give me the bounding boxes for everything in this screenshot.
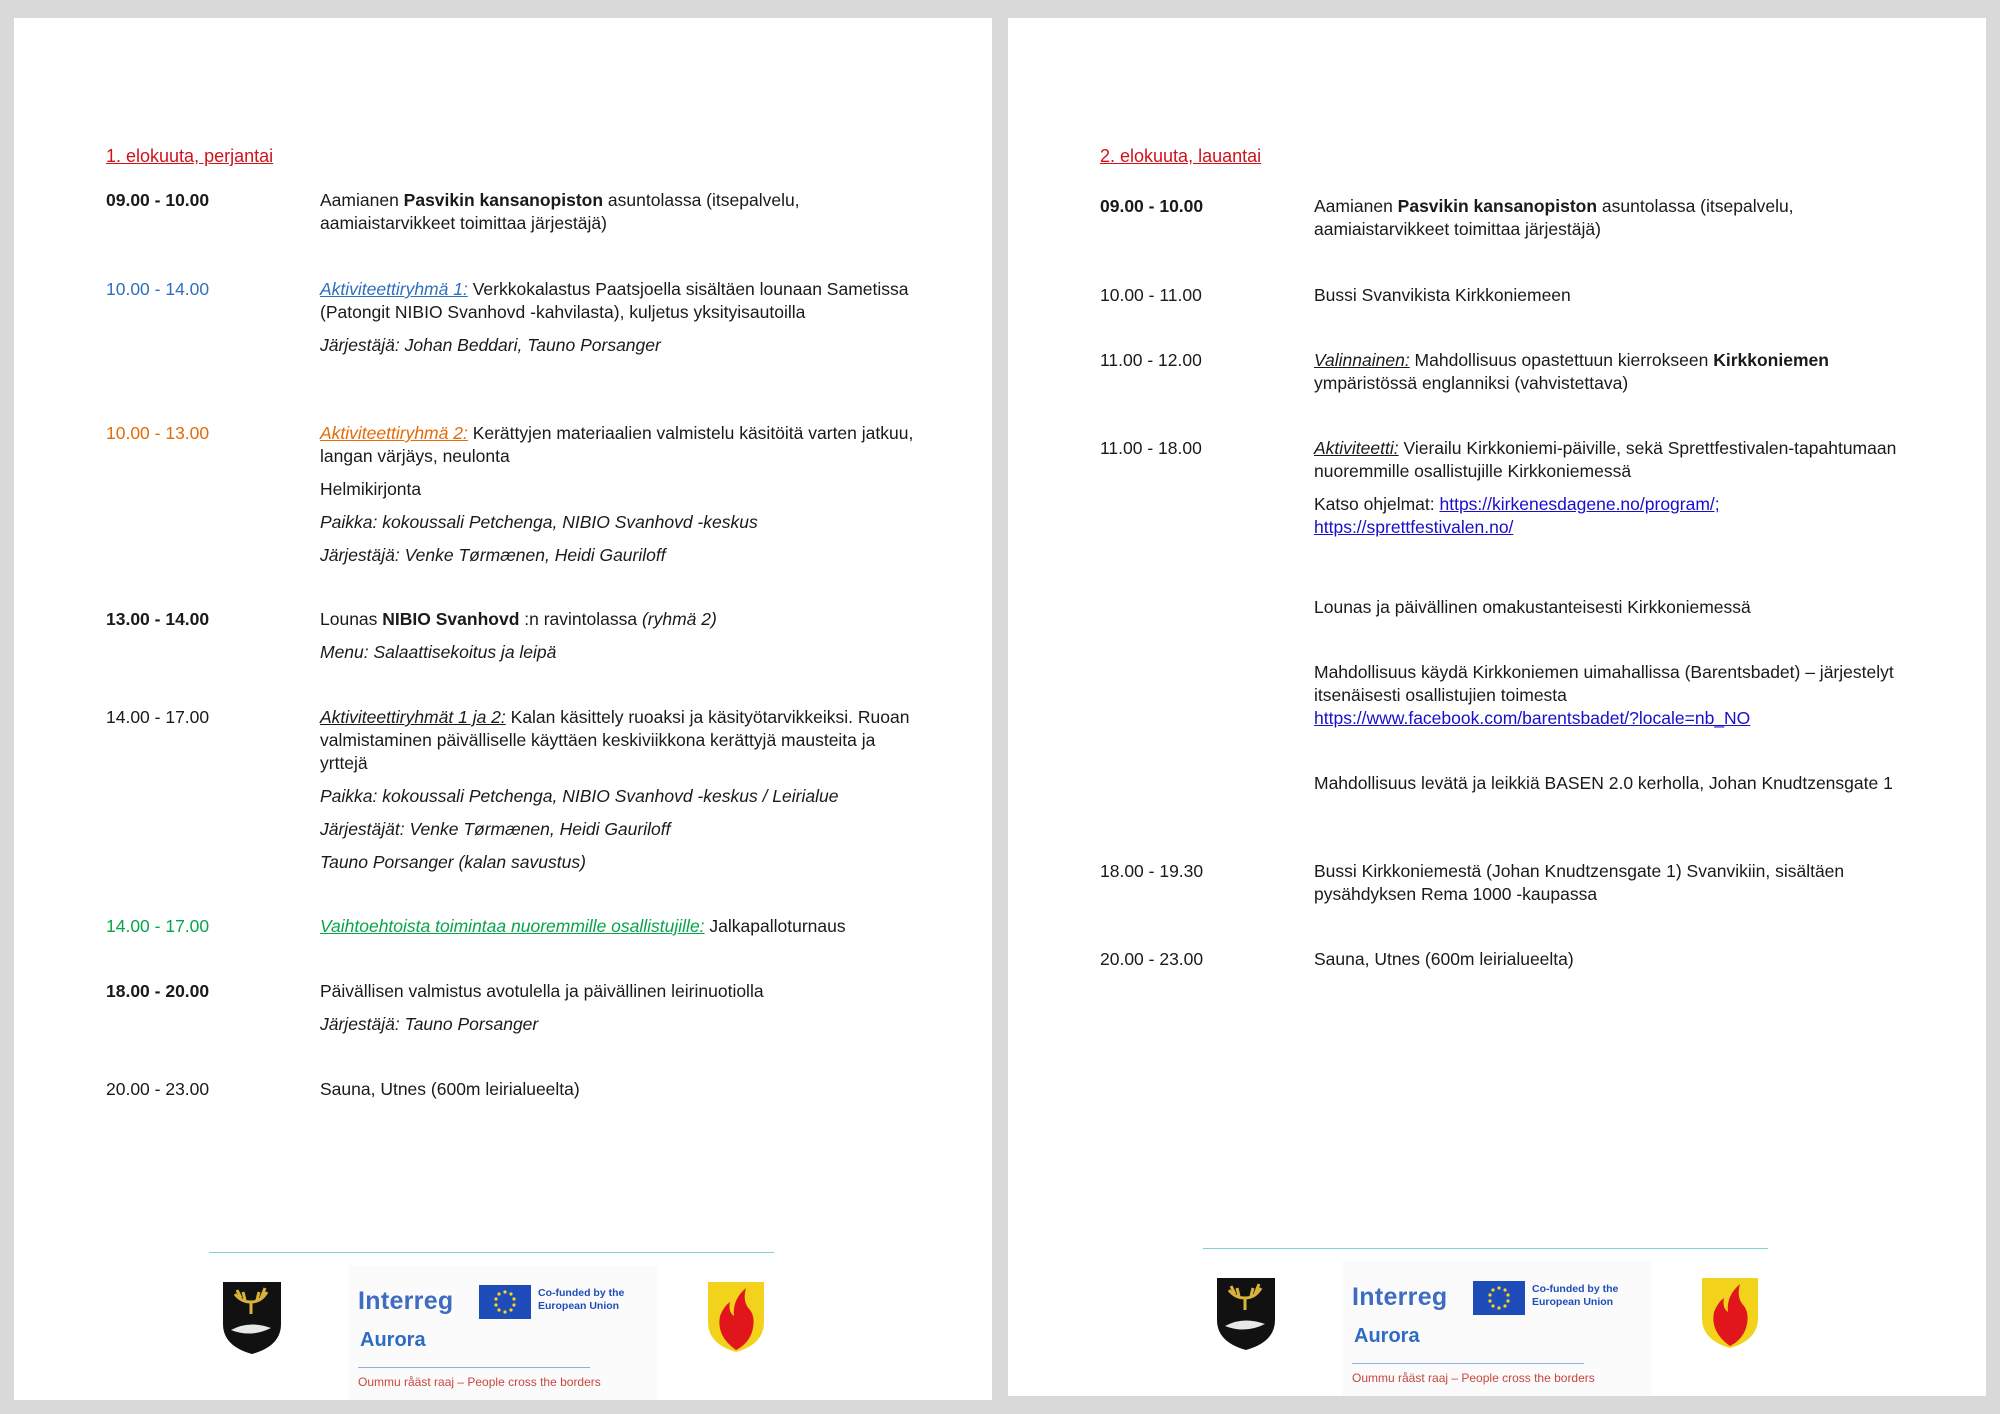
menu-text: Menu: Salaattisekoitus ja leipä [320, 642, 557, 662]
interreg-wordmark: Interreg [358, 1287, 454, 1315]
aurora-wordmark: Aurora [360, 1329, 426, 1351]
reindeer-crest-icon [1215, 1276, 1277, 1357]
eu-flag-icon [1473, 1281, 1525, 1315]
entry-description [1314, 349, 1914, 405]
organizer-text: Järjestäjä: Johan Beddari, Tauno Porsanger [320, 335, 661, 355]
entry-description [1314, 860, 1914, 916]
aurora-wordmark: Aurora [1354, 1325, 1420, 1347]
entry-time: 14.00 - 17.00 [106, 916, 210, 936]
entry-time: 09.00 - 10.00 [1100, 196, 1204, 216]
interreg-aurora-logo [348, 1265, 658, 1400]
desc-bold: NIBIO Svanhovd [382, 609, 520, 629]
desc-text: Kalan käsittely ruoaksi ja käsityötarvikkeiksi. Ruoan valmistaminen päivälliselle käyttäen keskiviikkona kerättyjä mausteita ja yrttejä [320, 707, 910, 773]
cofunded-text: Co-funded by the European Union [538, 1287, 625, 1312]
desc-text: Aamianen [1314, 196, 1398, 216]
entry-description [320, 189, 920, 245]
activity-label: Aktiviteettiryhmä 1: [320, 279, 468, 299]
interreg-aurora-logo [1342, 1261, 1652, 1396]
entry-time: 11.00 - 18.00 [1100, 438, 1202, 458]
logo-divider [358, 1367, 590, 1368]
desc-bold: Pasvikin kansanopiston [403, 190, 604, 210]
desc-text: Kerättyjen materiaalien valmistelu käsitöitä varten jatkuu, langan värjäys, neulonta [320, 423, 914, 466]
left-page [14, 18, 992, 1400]
entry-time: 20.00 - 23.00 [1100, 949, 1204, 969]
programs-label: Katso ohjelmat: [1314, 494, 1440, 514]
place-text: Paikka: kokoussali Petchenga, NIBIO Svanhovd -keskus / Leirialue [320, 786, 839, 806]
entry-description [320, 706, 920, 884]
desc-text: asuntolassa (itsepalvelu, aamiaistarvikkeet toimittaa järjestäjä) [1314, 196, 1794, 239]
flame-crest-icon [1700, 1276, 1760, 1355]
desc-text: Vierailu Kirkkoniemi-päiville, sekä Sprettfestivalen-tapahtumaan nuoremmille osallistujille Kirkkoniemessä [1314, 438, 1897, 481]
entry-description [320, 608, 920, 674]
logo-divider [1352, 1363, 1584, 1364]
desc-bold: Pasvikin kansanopiston [1397, 196, 1598, 216]
tagline: Oummu råäst raaj – People cross the borders [358, 1375, 601, 1389]
entry-time: 09.00 - 10.00 [106, 190, 210, 210]
entry-description [1314, 948, 1914, 981]
activity-label: Vaihtoehtoista toimintaa nuoremmille osallistujille: [320, 916, 705, 936]
footer-divider [1203, 1248, 1768, 1249]
entry-time: 18.00 - 20.00 [106, 981, 210, 1001]
cofunded-text: Co-funded by the European Union [1532, 1283, 1619, 1308]
entry-description [320, 422, 920, 577]
kirkenesdagene-link[interactable]: https://kirkenesdagene.no/program/; [1439, 494, 1720, 514]
entry-description [1314, 195, 1914, 251]
interreg-wordmark: Interreg [1352, 1283, 1448, 1311]
desc-text: Sauna, Utnes (600m leirialueelta) [1314, 949, 1574, 969]
desc-bold: Kirkkoniemen [1713, 350, 1829, 370]
entry-description [1314, 437, 1914, 549]
barentsbadet-link[interactable]: https://www.facebook.com/barentsbadet/?locale=nb_NO [1314, 708, 1751, 728]
entry-time: 20.00 - 23.00 [106, 1079, 210, 1099]
desc-text: Lounas ja päivällinen omakustanteisesti Kirkkoniemessä [1314, 597, 1751, 617]
right-page [1008, 18, 1986, 1396]
reindeer-crest-icon [221, 1280, 283, 1361]
entry-description [1314, 661, 1914, 730]
entry-time: 14.00 - 17.00 [106, 707, 210, 727]
flame-crest-icon [706, 1280, 766, 1359]
place-text: Paikka: kokoussali Petchenga, NIBIO Svanhovd -keskus [320, 512, 758, 532]
entry-description [320, 915, 940, 948]
desc-text: Jalkapalloturnaus [704, 916, 846, 936]
activity-label: Valinnainen: [1314, 350, 1410, 370]
entry-description [320, 980, 920, 1046]
entry-time: 18.00 - 19.30 [1100, 861, 1204, 881]
entry-description [1314, 284, 1914, 317]
desc-text: ympäristössä englanniksi (vahvistettava) [1314, 373, 1629, 393]
entry-description [1314, 772, 1914, 805]
desc-text: Mahdollisuus levätä ja leikkiä BASEN 2.0 kerholla, Johan Knudtzensgate 1 [1314, 773, 1893, 793]
extra-text: Helmikirjonta [320, 479, 422, 499]
organizer-text: Tauno Porsanger (kalan savustus) [320, 852, 586, 872]
eu-flag-icon [479, 1285, 531, 1319]
entry-description [320, 278, 920, 367]
date-heading: 2. elokuuta, lauantai [1100, 146, 1262, 166]
footer-divider [209, 1252, 774, 1253]
desc-text: Bussi Kirkkoniemestä (Johan Knudtzensgate 1) Svanvikiin, sisältäen pysähdyksen Rema 1000 -kaupassa [1314, 861, 1845, 904]
desc-text: Sauna, Utnes (600m leirialueelta) [320, 1079, 580, 1099]
entry-description [1314, 596, 1914, 629]
activity-label: Aktiviteetti: [1314, 438, 1399, 458]
sprettfestivalen-link[interactable]: https://sprettfestivalen.no/ [1314, 517, 1514, 537]
desc-text: :n ravintolassa [519, 609, 642, 629]
activity-label: Aktiviteettiryhmät 1 ja 2: [320, 707, 506, 727]
organizer-text: Järjestäjät: Venke Tørmænen, Heidi Gauriloff [320, 819, 671, 839]
entry-time: 13.00 - 14.00 [106, 609, 210, 629]
activity-label: Aktiviteettiryhmä 2: [320, 423, 468, 443]
desc-text: asuntolassa (itsepalvelu, aamiaistarvikkeet toimittaa järjestäjä) [320, 190, 800, 233]
desc-italic: (ryhmä 2) [641, 609, 717, 629]
desc-text: Bussi Svanvikista Kirkkoniemeen [1314, 285, 1571, 305]
tagline: Oummu råäst raaj – People cross the borders [1352, 1371, 1595, 1385]
desc-text: Aamianen [320, 190, 404, 210]
desc-text: Verkkokalastus Paatsjoella sisältäen lounaan Sametissa (Patongit NIBIO Svanhovd -kahvilasta), kuljetus yksityisautoilla [320, 279, 909, 322]
organizer-text: Järjestäjä: Tauno Porsanger [320, 1014, 539, 1034]
date-heading: 1. elokuuta, perjantai [106, 146, 274, 166]
entry-time: 11.00 - 12.00 [1100, 350, 1202, 370]
desc-text: Lounas [320, 609, 383, 629]
entry-description [320, 1078, 920, 1111]
desc-text: Mahdollisuus käydä Kirkkoniemen uimahallissa (Barentsbadet) – järjestelyt itsenäisesti osallistujien toimesta [1314, 662, 1894, 705]
entry-time: 10.00 - 13.00 [106, 423, 210, 443]
desc-text: Mahdollisuus opastettuun kierrokseen [1409, 350, 1714, 370]
desc-text: Päivällisen valmistus avotulella ja päivällinen leirinuotiolla [320, 981, 764, 1001]
organizer-text: Järjestäjä: Venke Tørmænen, Heidi Gauriloff [320, 545, 666, 565]
entry-time: 10.00 - 11.00 [1100, 285, 1202, 305]
entry-time: 10.00 - 14.00 [106, 279, 210, 299]
